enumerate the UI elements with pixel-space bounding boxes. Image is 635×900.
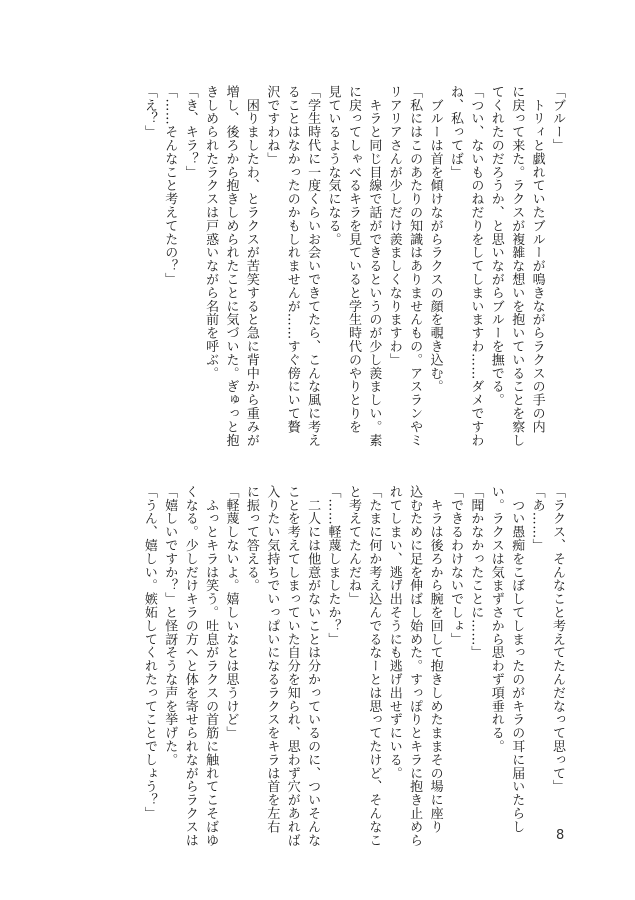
text-line: てくれたのだろうか、と思いながらブルーを撫でる。: [488, 85, 504, 407]
text-line: きしめられたラクスは戸惑いながら名前を呼ぶ。: [203, 85, 219, 380]
text-line: 二人には他意がないことは分かっているのに、ついそんな: [305, 485, 321, 847]
text-line: ることはなかったのかもしれませんが……すぐ傍にいて贅: [284, 85, 300, 434]
text-block-bottom: [138, 485, 567, 847]
text-line: 「聞かなかったことに……」: [468, 485, 484, 660]
text-line: 「つい、ないものねだりをしてしまいますわ……ダメですわ: [468, 85, 484, 447]
text-line: に戻って来た。ラクスが複雑な想いを抱いていることを察し: [509, 85, 525, 447]
text-line: トリィと戯れていたブルーが鳴きながらラクスの手の内: [529, 85, 545, 434]
text-line: 「私にはこのあたりの知識はありませんもの。アスランやミ: [407, 85, 423, 447]
text-line: ことを考えてしまっていた自分を知られ、思わず穴があれば: [284, 485, 300, 847]
text-line: に戻ってしゃべるキラを見ていると学生時代のやりとりを: [345, 85, 361, 434]
page-number: 8: [556, 828, 565, 843]
text-line: 「え？」: [141, 85, 157, 139]
text-line: ブルーは首を傾けながらラクスの顔を覗き込む。: [427, 85, 443, 394]
text-line: 「き、キラ？」: [182, 85, 198, 179]
text-line: 困りましたわ、とラクスが苦笑すると急に背中から重みが: [243, 85, 259, 447]
text-line: リアリアさんが少しだけ羨ましくなりますわ」: [386, 85, 402, 367]
text-line: 沢ですわね」: [264, 85, 280, 166]
text-line: い。ラクスは気まずさから思わず項垂れる。: [488, 485, 504, 753]
text-line: 「うん、嬉しい。嫉妬してくれたってことでしょう？」: [141, 485, 157, 820]
text-line: ね、私ってば」: [447, 85, 463, 179]
text-line: ふっとキラは笑う。吐息がラクスの首筋に触れてこそばゆ: [203, 485, 219, 847]
text-line: 「ラクス、そんなこと考えてたんだなって思って」: [550, 485, 565, 794]
text-line: 「……軽蔑しましたか？」: [325, 485, 341, 646]
text-line: 「ブルー」: [550, 85, 565, 152]
text-line: 見ているような気になる。: [325, 85, 341, 246]
text-line: に振って答える。: [243, 485, 259, 593]
text-line: 「……そんなこと考えてたの？」: [162, 85, 178, 286]
text-line: れてしまい、逃げ出そうにも逃げ出せずにいる。: [386, 485, 402, 780]
text-line: 込むために足を伸ばし始めた。すっぽりとキラに抱き止めら: [407, 485, 423, 847]
text-line: キラは後ろから腕を回して抱きしめたままその場に座り: [427, 485, 443, 834]
text-line: 「できるわけないでしょ」: [447, 485, 463, 646]
text-line: つい愚痴をこぼしてしまったのがキラの耳に届いたらし: [509, 485, 525, 834]
text-line: キラと同じ目線で話ができるというのが少し羨ましい。素: [366, 85, 382, 447]
text-line: 「たまに何か考え込んでるなーとは思ってたけど、そんなこ: [366, 485, 382, 847]
text-line: 増し、後ろから抱きしめられたことに気づいた。ぎゅっと抱: [223, 85, 239, 447]
text-line: と考えてたんだね」: [345, 485, 361, 606]
text-line: 「軽蔑しないよ。嬉しいなとは思うけど」: [223, 485, 239, 740]
text-line: くなる。少しだけキラの方へと体を寄せられながらラクスは: [182, 485, 198, 847]
text-line: 「あ……」: [529, 485, 545, 552]
text-line: 「学生時代に一度くらいお会いできてたら、こんな風に考え: [305, 85, 321, 447]
text-block-top: [138, 85, 567, 447]
text-line: 「嬉しいですか？」と怪訝そうな声を挙げた。: [162, 485, 178, 767]
text-line: 入りたい気持ちでいっぱいになるラクスをキラは首を左右: [264, 485, 280, 834]
